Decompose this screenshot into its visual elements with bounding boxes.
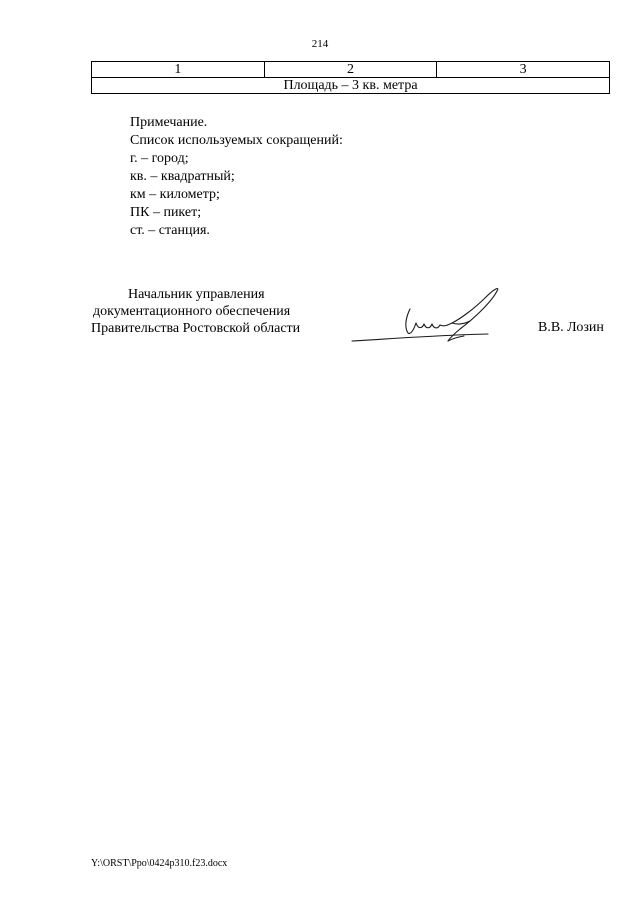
note-line: Список используемых сокращений: <box>130 133 343 148</box>
note-heading: Примечание. <box>130 115 208 130</box>
table-cell: 3 <box>437 62 610 78</box>
signatory-title-line: Правительства Ростовской области <box>91 321 301 336</box>
page-number: 214 <box>311 38 329 50</box>
signatory-title <box>91 286 300 337</box>
note-line: ПК – пикет; <box>130 205 202 220</box>
note-line: ст. – станция. <box>130 223 210 238</box>
signatory-title-line: документационного обеспечения <box>93 304 291 319</box>
data-table <box>91 61 610 94</box>
note-line: г. – город; <box>130 151 189 166</box>
note-line: кв. – квадратный; <box>130 169 235 184</box>
signatory-title-line: Начальник управления <box>128 287 265 302</box>
table-cell: 1 <box>92 62 265 78</box>
note-line: км – километр; <box>130 187 220 202</box>
handwritten-signature <box>348 283 508 345</box>
table-summary-cell: Площадь – 3 кв. метра <box>92 78 610 94</box>
table-row <box>92 78 610 94</box>
notes-section <box>130 114 343 240</box>
footer-file-path: Y:\ORST\Ppo\0424p310.f23.docx <box>91 858 228 869</box>
table-header-row <box>92 62 610 78</box>
signatory-name: В.В. Лозин <box>538 320 604 335</box>
table-cell: 2 <box>264 62 437 78</box>
